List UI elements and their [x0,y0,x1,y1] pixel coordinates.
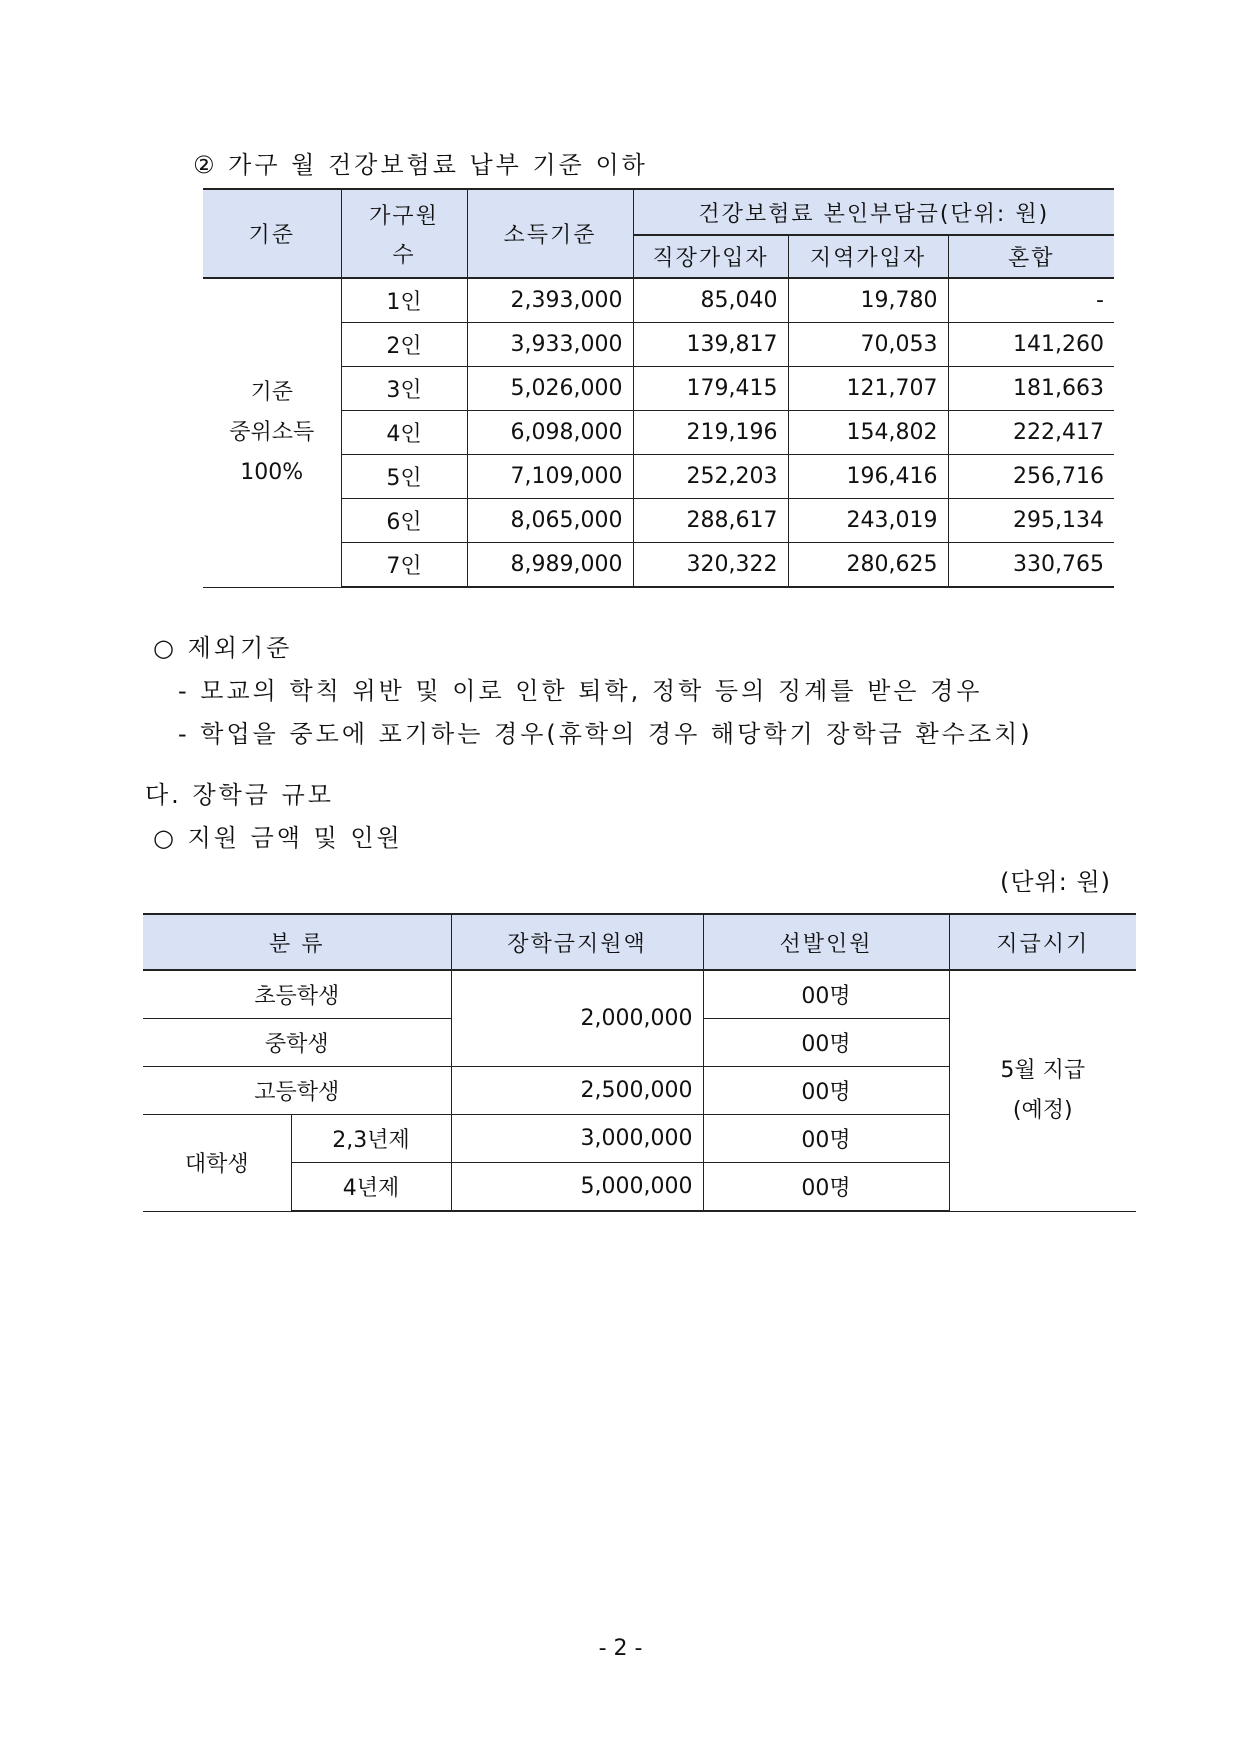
criteria-cell: 기준 중위소득 100% [203,278,341,587]
header-category: 분 류 [143,914,451,970]
mixed-value: 256,716 [948,455,1114,499]
people-middle: 00명 [703,1019,949,1067]
category-university: 대학생 [143,1115,291,1212]
category-high: 고등학생 [143,1067,451,1115]
amount-elementary-middle: 2,000,000 [451,970,703,1067]
exclusion-title: ○ 제외기준 [153,634,293,662]
workplace-value: 288,617 [633,499,788,543]
household-size: 1인 [341,278,467,323]
header-criteria: 기준 [203,189,341,278]
workplace-value: 85,040 [633,278,788,323]
health-premium-table [203,188,1114,588]
income-value: 7,109,000 [467,455,633,499]
mixed-value: 181,663 [948,367,1114,411]
header-household-size: 가구원 수 [341,189,467,278]
unit-note: (단위: 원) [1000,868,1111,896]
regional-value: 196,416 [788,455,948,499]
mixed-value: 330,765 [948,543,1114,588]
category-elementary: 초등학생 [143,970,451,1019]
regional-value: 243,019 [788,499,948,543]
regional-value: 70,053 [788,323,948,367]
workplace-value: 139,817 [633,323,788,367]
workplace-value: 179,415 [633,367,788,411]
section-2-title: ② 가구 월 건강보험료 납부 기준 이하 [193,151,648,179]
household-size: 6인 [341,499,467,543]
workplace-value: 252,203 [633,455,788,499]
header-mixed: 혼합 [948,235,1114,278]
mixed-value: 222,417 [948,411,1114,455]
people-uni-4: 00명 [703,1163,949,1212]
exclusion-item-2: - 학업을 중도에 포기하는 경우(휴학의 경우 해당학기 장학금 환수조치) [178,720,1033,748]
workplace-value: 219,196 [633,411,788,455]
timing-cell: 5월 지급 (예정) [949,970,1136,1211]
income-value: 3,933,000 [467,323,633,367]
header-premium-group: 건강보험료 본인부담금(단위: 원) [633,189,1114,235]
household-size: 2인 [341,323,467,367]
household-size: 7인 [341,543,467,588]
household-size: 3인 [341,367,467,411]
category-uni-2-3: 2,3년제 [291,1115,451,1163]
mixed-value: 295,134 [948,499,1114,543]
workplace-value: 320,322 [633,543,788,588]
category-middle: 중학생 [143,1019,451,1067]
table-row [143,970,1136,1019]
header-income: 소득기준 [467,189,633,278]
regional-value: 154,802 [788,411,948,455]
regional-value: 280,625 [788,543,948,588]
amount-high: 2,500,000 [451,1067,703,1115]
header-regional: 지역가입자 [788,235,948,278]
mixed-value: 141,260 [948,323,1114,367]
regional-value: 19,780 [788,278,948,323]
section-c-title: 다. 장학금 규모 [145,781,334,809]
table-row [203,278,1114,323]
regional-value: 121,707 [788,367,948,411]
header-amount: 장학금지원액 [451,914,703,970]
household-size: 4인 [341,411,467,455]
page-number: - 2 - [598,1636,643,1661]
income-value: 8,989,000 [467,543,633,588]
support-title: ○ 지원 금액 및 인원 [153,824,403,852]
category-uni-4: 4년제 [291,1163,451,1212]
amount-uni-4: 5,000,000 [451,1163,703,1212]
amount-uni-2-3: 3,000,000 [451,1115,703,1163]
exclusion-item-1: - 모교의 학칙 위반 및 이로 인한 퇴학, 정학 등의 징계를 받은 경우 [178,677,983,705]
people-elementary: 00명 [703,970,949,1019]
header-workplace: 직장가입자 [633,235,788,278]
people-high: 00명 [703,1067,949,1115]
people-uni-2-3: 00명 [703,1115,949,1163]
scholarship-table [143,913,1136,1212]
income-value: 6,098,000 [467,411,633,455]
income-value: 2,393,000 [467,278,633,323]
mixed-value: - [948,278,1114,323]
income-value: 8,065,000 [467,499,633,543]
header-timing: 지급시기 [949,914,1136,970]
header-people: 선발인원 [703,914,949,970]
income-value: 5,026,000 [467,367,633,411]
household-size: 5인 [341,455,467,499]
